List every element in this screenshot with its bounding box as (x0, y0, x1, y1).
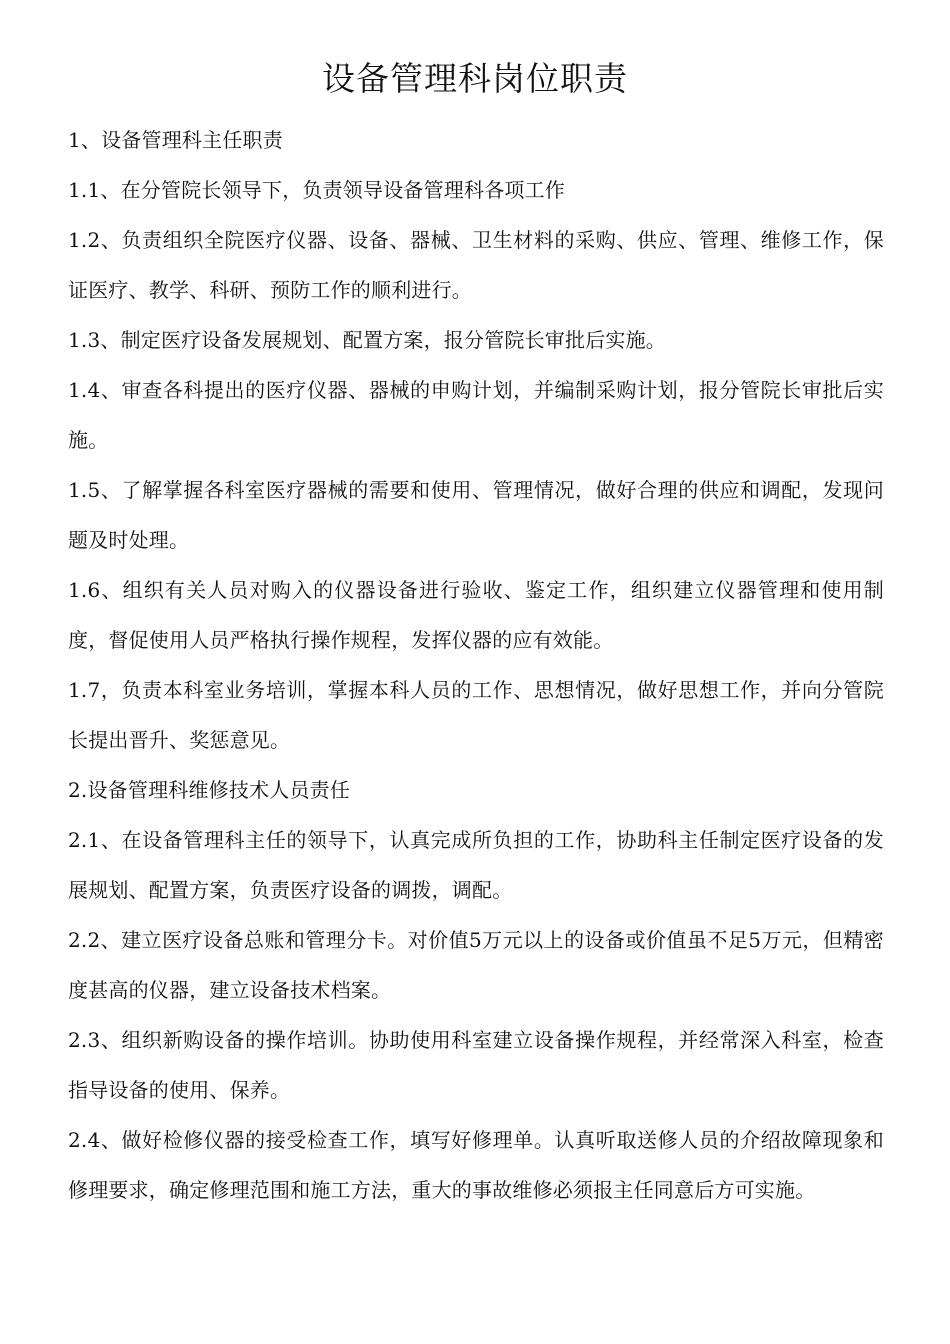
paragraph: 2.2、建立医疗设备总账和管理分卡。对价值5万元以上的设备或价值虽不足5万元，但精密度甚高的仪器，建立设备技术档案。 (68, 928, 884, 1002)
paragraph: 1.4、审查各科提出的医疗仪器、器械的申购计划，并编制采购计划，报分管院长审批后实施。 (68, 378, 884, 452)
paragraph: 2.设备管理科维修技术人员责任 (68, 778, 351, 802)
paragraph: 1.7，负责本科室业务培训，掌握本科人员的工作、思想情况，做好思想工作，并向分管院长提出晋升、奖惩意见。 (68, 678, 884, 752)
paragraph: 1.6、组织有关人员对购入的仪器设备进行验收、鉴定工作，组织建立仪器管理和使用制度，督促使用人员严格执行操作规程，发挥仪器的应有效能。 (68, 578, 884, 652)
paragraph: 2.1、在设备管理科主任的领导下，认真完成所负担的工作，协助科主任制定医疗设备的发展规划、配置方案，负责医疗设备的调拨，调配。 (68, 828, 884, 902)
page-title: 设备管理科岗位职责 (322, 59, 628, 98)
paragraph: 1.5、了解掌握各科室医疗器械的需要和使用、管理情况，做好合理的供应和调配，发现问题及时处理。 (68, 478, 884, 552)
paragraph: 1.3、制定医疗设备发展规划、配置方案，报分管院长审批后实施。 (68, 328, 667, 352)
paragraph: 1.2、负责组织全院医疗仪器、设备、器械、卫生材料的采购、供应、管理、维修工作，保证医疗、教学、科研、预防工作的顺利进行。 (68, 228, 884, 302)
paragraph: 2.4、做好检修仪器的接受检查工作，填写好修理单。认真听取送修人员的介绍故障现象和修理要求，确定修理范围和施工方法，重大的事故维修必须报主任同意后方可实施。 (68, 1128, 884, 1202)
paragraph: 2.3、组织新购设备的操作培训。协助使用科室建立设备操作规程，并经常深入科室，检查指导设备的使用、保养。 (68, 1028, 884, 1102)
paragraph: 1.1、在分管院长领导下，负责领导设备管理科各项工作 (68, 178, 566, 202)
document-body (68, 115, 884, 1215)
paragraph: 1、设备管理科主任职责 (68, 128, 283, 152)
